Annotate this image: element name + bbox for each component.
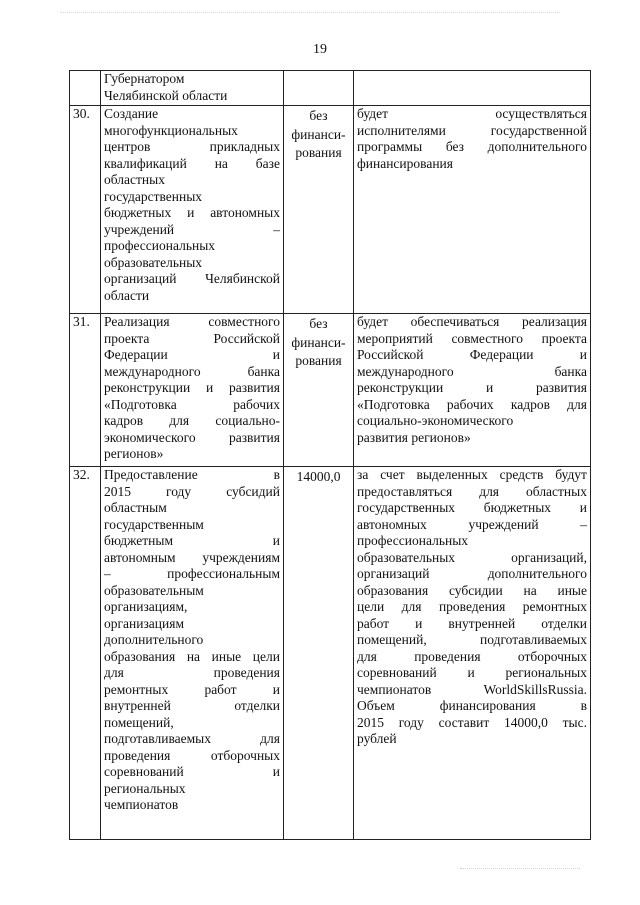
table-row (70, 106, 591, 314)
cell-text-line: для проведения отборочных (357, 648, 587, 664)
cell-text-line: помещений, (104, 714, 174, 730)
table-row (70, 314, 591, 467)
row-number-cell (70, 71, 101, 106)
cell-text-line: автономным учреждениям (104, 549, 280, 565)
note-cell (354, 467, 591, 840)
cell-text-line: международного банка (357, 363, 587, 379)
cell-text-line: организациям, (104, 599, 188, 614)
page-number: 19 (313, 42, 327, 57)
cell-text-line: областным (104, 500, 167, 515)
cell-text-line: Реализация совместного (104, 314, 280, 329)
cell-text-line: образовательных организаций, (357, 549, 587, 565)
cell-text-line: финансирования (357, 155, 453, 171)
financing-line: рования (295, 353, 342, 368)
cell-text-line: рублей (357, 731, 397, 746)
financing-line: рования (295, 145, 342, 160)
scan-header-artifact (60, 4, 560, 13)
measure-name-cell (101, 467, 284, 840)
cell-text-line: Создание (104, 106, 159, 121)
cell-text-line: образования на иные цели (104, 648, 280, 664)
cell-text-line: предоставляться для областных (357, 483, 587, 499)
note-cell (354, 106, 591, 314)
cell-text-line: квалификаций на базе (104, 155, 280, 171)
cell-text-line: работ и внутренней отделки (357, 615, 587, 631)
cell-text-line: профессиональных (104, 238, 216, 253)
financing-cell (284, 71, 354, 106)
financing-line: финанси- (291, 334, 346, 350)
cell-text-line: «Подготовка рабочих (104, 396, 280, 412)
cell-text-line: Российской Федерации и (357, 347, 587, 362)
row-number-cell: 32. (70, 467, 101, 840)
financing-cell (284, 467, 354, 840)
cell-text-line: Объем финансирования в (357, 698, 587, 713)
cell-text-line: чемпионатов WorldSkillsRussia. (357, 681, 587, 697)
cell-text-line: образования субсидии на иные (357, 582, 587, 598)
cell-text-line: бюджетным и (104, 533, 280, 548)
cell-text-line: внутренней отделки (104, 698, 280, 713)
cell-text-line: государственных бюджетных и (357, 500, 587, 515)
row-number-cell: 31. (70, 314, 101, 467)
cell-text-line: образовательным (104, 582, 204, 598)
cell-text-line: Челябинской области (104, 87, 228, 103)
cell-text-line: программы без дополнительного (357, 139, 587, 154)
cell-text-line: будет обеспечиваться реализация (357, 314, 587, 329)
note-cell (354, 314, 591, 467)
cell-text-line: профессиональных (357, 533, 469, 548)
measure-name-cell (101, 71, 284, 106)
cell-text-line: для проведения (104, 665, 280, 680)
cell-text-line: многофункциональных (104, 122, 238, 138)
cell-text-line: цели для проведения ремонтных (357, 599, 587, 614)
cell-text-line: 2015 году субсидий (104, 483, 280, 499)
cell-text-line: – профессиональным (104, 566, 280, 581)
cell-text-line: экономического развития (104, 429, 280, 445)
cell-text-line: развития регионов» (357, 429, 471, 445)
cell-text-line: чемпионатов (104, 797, 179, 812)
cell-text-line: за счет выделенных средств будут (357, 467, 587, 482)
note-cell (354, 71, 591, 106)
cell-text-line: мероприятий совместного проекта (357, 330, 587, 346)
cell-text-line: подготавливаемых для (104, 731, 280, 746)
cell-text-line: центров прикладных (104, 139, 280, 154)
cell-text-line: ремонтных работ и (104, 681, 280, 697)
cell-text-line: соревнований и региональных (357, 665, 587, 680)
cell-text-line: государственных (104, 188, 203, 204)
cell-text-line: дополнительного (104, 632, 204, 647)
cell-text-line: Федерации и (104, 347, 280, 362)
cell-text-line: областных (104, 172, 165, 187)
cell-text-line: организациям (104, 615, 185, 631)
cell-text-line: бюджетных и автономных (104, 205, 280, 220)
table-row (70, 71, 591, 106)
cell-text-line: проведения отборочных (104, 747, 280, 763)
cell-text-line: международного банка (104, 363, 280, 379)
cell-text-line: региональных (104, 780, 186, 796)
cell-text-line: социально-экономического (357, 413, 514, 428)
cell-text-line: организаций Челябинской (104, 271, 280, 286)
cell-text-line: помещений, подготавливаемых (357, 632, 587, 647)
measures-table (69, 70, 591, 840)
cell-text-line: учреждений – (104, 221, 280, 237)
cell-text-line: соревнований и (104, 764, 280, 779)
financing-cell (284, 106, 354, 314)
financing-line: без (309, 316, 328, 331)
cell-text-line: «Подготовка рабочих кадров для (357, 396, 587, 412)
cell-text-line: реконструкции и развития (357, 380, 587, 395)
cell-text-line: образовательных (104, 254, 203, 270)
scan-artifact (460, 868, 580, 870)
cell-text-line: регионов» (104, 446, 164, 461)
financing-line: финанси- (291, 126, 346, 142)
cell-text-line: Губернатором (104, 71, 185, 86)
cell-text-line: организаций дополнительного (357, 566, 587, 581)
cell-text-line: автономных учреждений – (357, 516, 587, 532)
measure-name-cell (101, 314, 284, 467)
cell-text-line: Предоставление в (104, 467, 280, 482)
cell-text-line: государственным (104, 516, 204, 532)
cell-text-line: проекта Российской (104, 330, 280, 346)
financing-line: без (309, 108, 328, 123)
financing-line: 14000,0 (296, 469, 341, 484)
cell-text-line: кадров для социально- (104, 413, 280, 428)
financing-cell (284, 314, 354, 467)
cell-text-line: будет осуществляться (357, 106, 587, 121)
cell-text-line: области (104, 287, 150, 303)
measure-name-cell (101, 106, 284, 314)
row-number-cell: 30. (70, 106, 101, 314)
cell-text-line: реконструкции и развития (104, 380, 280, 395)
cell-text-line: исполнителями государственной (357, 122, 587, 138)
table-row (70, 467, 591, 840)
cell-text-line: 2015 году составит 14000,0 тыс. (357, 714, 587, 730)
